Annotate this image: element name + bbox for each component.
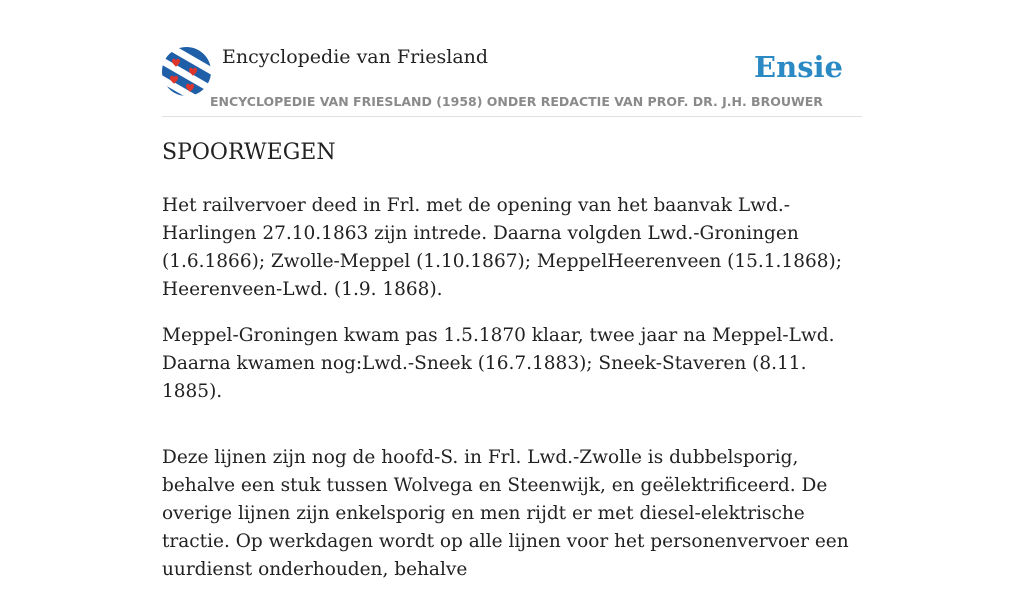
encyclopedia-subtitle: ENCYCLOPEDIE VAN FRIESLAND (1958) ONDER REDACTIE VAN PROF. DR. J.H. BROUWER <box>210 94 823 109</box>
article-paragraph: Het railvervoer deed in Frl. met de opening van het baanvak Lwd.-Harlingen 27.10.1863 zijn intrede. Daarna volgden Lwd.-Groningen (1.6.1866); Zwolle-Meppel (1.10.1867); MeppelHeerenveen (15.1.1868); Heerenveen-Lwd. (1.9. 1868). <box>162 195 842 300</box>
article-paragraph: Deze lijnen zijn nog de hoofd-S. in Frl. Lwd.-Zwolle is dubbelsporig, behalve een stuk tussen Wolvega en Steenwijk, en geëlektrificeerd. De overige lijnen zijn enkelsporig en men rijdt er met diesel-elektrische tractie. Op werkdagen wordt op alle lijnen voor het personenvervoer een uurdienst onderhouden, behalve <box>162 447 849 580</box>
frisian-flag-icon[interactable] <box>162 47 211 96</box>
site-title[interactable]: Encyclopedie van Friesland <box>222 46 489 68</box>
article-paragraph: Meppel-Groningen kwam pas 1.5.1870 klaar, twee jaar na Meppel-Lwd. Daarna kwamen nog:Lwd.-Sneek (16.7.1883); Sneek-Staveren (8.11. 1885). <box>162 325 835 402</box>
site-header <box>162 44 862 117</box>
brand-logo[interactable]: Ensie <box>754 50 843 84</box>
article-body <box>162 192 862 602</box>
article-title: SPOORWEGEN <box>162 140 336 165</box>
